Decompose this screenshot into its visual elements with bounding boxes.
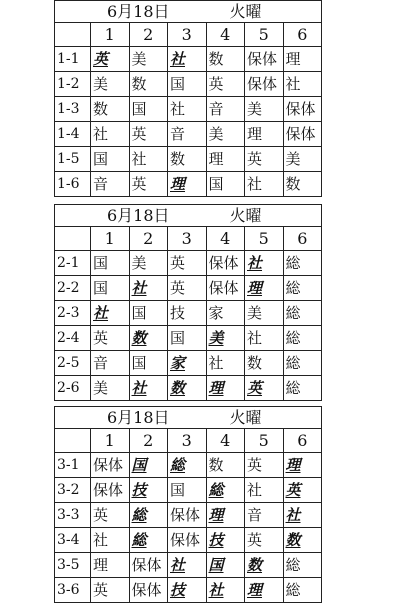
period-header-row xyxy=(55,23,322,47)
changed-subject-text: 総 xyxy=(131,530,147,549)
table-row xyxy=(55,453,322,478)
period-header-row xyxy=(55,227,322,251)
table-row xyxy=(55,478,322,503)
table-row xyxy=(55,276,322,301)
subject-cell xyxy=(168,326,207,351)
subject-cell xyxy=(283,301,322,326)
table-row xyxy=(55,578,322,603)
subject-cell xyxy=(168,528,207,553)
subject-cell xyxy=(91,351,130,376)
subject-cell xyxy=(91,97,130,122)
subject-cell xyxy=(91,47,130,72)
subject-cell xyxy=(206,376,245,401)
subject-text: 総 xyxy=(285,328,301,347)
table-row xyxy=(55,301,322,326)
class-label: 1-5 xyxy=(55,147,91,172)
subject-cell xyxy=(168,47,207,72)
subject-text: 音 xyxy=(170,124,186,143)
subject-text: 総 xyxy=(285,378,301,397)
subject-text: 国 xyxy=(131,353,147,372)
subject-cell xyxy=(129,351,168,376)
table-row xyxy=(55,503,322,528)
subject-text: 保体 xyxy=(208,253,239,272)
subject-text: 社 xyxy=(247,328,263,347)
period-header-row xyxy=(55,429,322,453)
date-label: 6月18日 xyxy=(107,407,170,427)
subject-cell xyxy=(206,453,245,478)
subject-cell xyxy=(283,122,322,147)
subject-cell xyxy=(283,503,322,528)
subject-cell xyxy=(129,376,168,401)
subject-cell xyxy=(168,172,207,197)
subject-text: 総 xyxy=(285,303,301,322)
subject-text: 保体 xyxy=(247,74,278,93)
subject-cell xyxy=(91,326,130,351)
class-label: 3-2 xyxy=(55,478,91,503)
subject-text: 国 xyxy=(93,253,109,272)
subject-text: 理 xyxy=(208,149,224,168)
period-header: 1 xyxy=(91,227,130,251)
changed-subject-text: 技 xyxy=(131,480,147,499)
subject-cell xyxy=(129,553,168,578)
subject-text: 社 xyxy=(131,149,147,168)
class-label: 2-2 xyxy=(55,276,91,301)
subject-cell xyxy=(206,326,245,351)
subject-text: 社 xyxy=(208,353,224,372)
subject-cell xyxy=(283,172,322,197)
subject-cell xyxy=(245,376,284,401)
table-row xyxy=(55,72,322,97)
subject-text: 理 xyxy=(285,49,301,68)
subject-cell xyxy=(245,453,284,478)
subject-text: 保体 xyxy=(93,480,124,499)
subject-text: 美 xyxy=(131,253,147,272)
subject-cell xyxy=(91,553,130,578)
subject-cell xyxy=(245,478,284,503)
period-header: 5 xyxy=(245,429,284,453)
period-header: 3 xyxy=(168,429,207,453)
changed-subject-text: 理 xyxy=(208,378,224,397)
subject-text: 英 xyxy=(93,580,109,599)
subject-cell xyxy=(168,251,207,276)
timetable-grade-3 xyxy=(54,406,322,603)
subject-cell xyxy=(283,553,322,578)
changed-subject-text: 総 xyxy=(208,480,224,499)
subject-text: 美 xyxy=(247,303,263,322)
subject-cell xyxy=(206,553,245,578)
subject-cell xyxy=(129,47,168,72)
date-label: 6月18日 xyxy=(107,1,170,21)
changed-subject-text: 社 xyxy=(93,303,109,322)
subject-text: 社 xyxy=(170,99,186,118)
subject-text: 社 xyxy=(247,174,263,193)
table-row xyxy=(55,97,322,122)
changed-subject-text: 数 xyxy=(247,555,263,574)
subject-text: 英 xyxy=(93,505,109,524)
period-header: 2 xyxy=(129,429,168,453)
subject-text: 美 xyxy=(208,124,224,143)
class-label: 2-5 xyxy=(55,351,91,376)
subject-cell xyxy=(168,578,207,603)
table-row xyxy=(55,251,322,276)
changed-subject-text: 社 xyxy=(131,378,147,397)
subject-cell xyxy=(206,478,245,503)
subject-text: 数 xyxy=(285,174,301,193)
subject-cell xyxy=(206,147,245,172)
subject-cell xyxy=(91,276,130,301)
subject-cell xyxy=(129,528,168,553)
changed-subject-text: 総 xyxy=(170,455,186,474)
subject-text: 美 xyxy=(285,149,301,168)
date-header xyxy=(55,205,322,227)
subject-text: 英 xyxy=(170,278,186,297)
subject-cell xyxy=(283,72,322,97)
subject-text: 美 xyxy=(93,74,109,93)
subject-text: 国 xyxy=(170,480,186,499)
weekday-label: 火曜 xyxy=(229,205,262,225)
subject-cell xyxy=(91,376,130,401)
table-row xyxy=(55,553,322,578)
subject-text: 数 xyxy=(131,74,147,93)
changed-subject-text: 社 xyxy=(208,580,224,599)
period-header: 4 xyxy=(206,429,245,453)
corner-cell xyxy=(55,23,91,47)
subject-text: 数 xyxy=(93,99,109,118)
subject-cell xyxy=(206,251,245,276)
subject-cell xyxy=(245,172,284,197)
class-label: 3-4 xyxy=(55,528,91,553)
table-row xyxy=(55,376,322,401)
subject-text: 社 xyxy=(285,74,301,93)
subject-text: 数 xyxy=(170,149,186,168)
changed-subject-text: 社 xyxy=(131,278,147,297)
subject-cell xyxy=(91,528,130,553)
class-label: 2-1 xyxy=(55,251,91,276)
subject-text: 音 xyxy=(208,99,224,118)
table-row xyxy=(55,326,322,351)
subject-text: 家 xyxy=(208,303,224,322)
weekday-label: 火曜 xyxy=(229,407,262,427)
subject-text: 保体 xyxy=(170,505,201,524)
subject-text: 英 xyxy=(247,530,263,549)
subject-cell xyxy=(283,276,322,301)
changed-subject-text: 理 xyxy=(247,580,263,599)
class-label: 1-6 xyxy=(55,172,91,197)
subject-cell xyxy=(283,578,322,603)
subject-text: 国 xyxy=(93,278,109,297)
period-header: 6 xyxy=(283,429,322,453)
subject-cell xyxy=(168,478,207,503)
subject-cell xyxy=(91,122,130,147)
subject-text: 総 xyxy=(285,253,301,272)
subject-cell xyxy=(168,276,207,301)
subject-cell xyxy=(245,97,284,122)
subject-text: 美 xyxy=(93,378,109,397)
table-row xyxy=(55,172,322,197)
subject-cell xyxy=(168,122,207,147)
subject-cell xyxy=(91,453,130,478)
timetable-grade-1 xyxy=(54,0,322,197)
subject-cell xyxy=(168,301,207,326)
subject-cell xyxy=(245,122,284,147)
subject-cell xyxy=(206,301,245,326)
subject-text: 保体 xyxy=(208,278,239,297)
subject-cell xyxy=(206,122,245,147)
title-row xyxy=(55,1,322,23)
subject-text: 美 xyxy=(247,99,263,118)
corner-cell xyxy=(55,429,91,453)
changed-subject-text: 英 xyxy=(93,49,109,68)
subject-cell xyxy=(206,97,245,122)
table-row xyxy=(55,147,322,172)
table-row xyxy=(55,528,322,553)
subject-cell xyxy=(245,503,284,528)
subject-text: 国 xyxy=(208,174,224,193)
subject-text: 総 xyxy=(285,555,301,574)
subject-text: 理 xyxy=(247,124,263,143)
subject-cell xyxy=(129,251,168,276)
subject-text: 国 xyxy=(170,328,186,347)
subject-text: 技 xyxy=(170,303,186,322)
subject-text: 英 xyxy=(247,149,263,168)
subject-cell xyxy=(245,351,284,376)
subject-cell xyxy=(129,122,168,147)
period-header: 2 xyxy=(129,227,168,251)
subject-text: 英 xyxy=(247,455,263,474)
subject-text: 数 xyxy=(208,49,224,68)
subject-cell xyxy=(245,47,284,72)
subject-cell xyxy=(91,301,130,326)
subject-cell xyxy=(206,172,245,197)
class-label: 3-6 xyxy=(55,578,91,603)
subject-text: 国 xyxy=(170,74,186,93)
changed-subject-text: 社 xyxy=(170,49,186,68)
subject-cell xyxy=(129,276,168,301)
subject-cell xyxy=(206,276,245,301)
subject-text: 総 xyxy=(285,278,301,297)
subject-cell xyxy=(206,528,245,553)
subject-text: 音 xyxy=(93,353,109,372)
class-label: 1-3 xyxy=(55,97,91,122)
period-header: 6 xyxy=(283,227,322,251)
subject-cell xyxy=(206,578,245,603)
subject-text: 保体 xyxy=(285,124,316,143)
class-label: 3-1 xyxy=(55,453,91,478)
changed-subject-text: 総 xyxy=(131,505,147,524)
period-header: 3 xyxy=(168,227,207,251)
subject-text: 総 xyxy=(285,580,301,599)
subject-text: 国 xyxy=(93,149,109,168)
subject-cell xyxy=(168,97,207,122)
subject-cell xyxy=(283,326,322,351)
period-header: 5 xyxy=(245,23,284,47)
subject-text: 英 xyxy=(170,253,186,272)
subject-cell xyxy=(129,478,168,503)
subject-text: 社 xyxy=(247,480,263,499)
changed-subject-text: 理 xyxy=(208,505,224,524)
subject-text: 保体 xyxy=(170,530,201,549)
subject-cell xyxy=(168,503,207,528)
class-label: 2-6 xyxy=(55,376,91,401)
subject-text: 社 xyxy=(93,124,109,143)
subject-text: 社 xyxy=(93,530,109,549)
period-header: 1 xyxy=(91,429,130,453)
subject-text: 総 xyxy=(285,353,301,372)
class-label: 3-5 xyxy=(55,553,91,578)
subject-text: 保体 xyxy=(285,99,316,118)
changed-subject-text: 美 xyxy=(208,328,224,347)
title-row xyxy=(55,205,322,227)
changed-subject-text: 理 xyxy=(170,174,186,193)
changed-subject-text: 技 xyxy=(208,530,224,549)
weekday-label: 火曜 xyxy=(229,1,262,21)
subject-cell xyxy=(245,276,284,301)
changed-subject-text: 技 xyxy=(170,580,186,599)
changed-subject-text: 理 xyxy=(285,455,301,474)
subject-cell xyxy=(129,453,168,478)
changed-subject-text: 国 xyxy=(208,555,224,574)
subject-cell xyxy=(283,251,322,276)
date-header xyxy=(55,1,322,23)
subject-cell xyxy=(129,578,168,603)
period-header: 1 xyxy=(91,23,130,47)
class-label: 3-3 xyxy=(55,503,91,528)
subject-cell xyxy=(129,503,168,528)
changed-subject-text: 社 xyxy=(247,253,263,272)
subject-cell xyxy=(91,503,130,528)
subject-text: 理 xyxy=(93,555,109,574)
subject-text: 国 xyxy=(131,303,147,322)
subject-cell xyxy=(283,528,322,553)
subject-cell xyxy=(283,147,322,172)
table-row xyxy=(55,47,322,72)
subject-cell xyxy=(168,72,207,97)
subject-cell xyxy=(283,47,322,72)
corner-cell xyxy=(55,227,91,251)
changed-subject-text: 英 xyxy=(247,378,263,397)
timetable-grade-2 xyxy=(54,204,322,401)
title-row xyxy=(55,407,322,429)
subject-text: 英 xyxy=(131,174,147,193)
changed-subject-text: 英 xyxy=(285,480,301,499)
subject-text: 英 xyxy=(93,328,109,347)
subject-cell xyxy=(129,326,168,351)
subject-cell xyxy=(245,326,284,351)
changed-subject-text: 家 xyxy=(170,353,186,372)
subject-cell xyxy=(283,478,322,503)
subject-cell xyxy=(283,97,322,122)
subject-text: 音 xyxy=(247,505,263,524)
subject-text: 保体 xyxy=(131,555,162,574)
subject-cell xyxy=(206,72,245,97)
changed-subject-text: 数 xyxy=(131,328,147,347)
class-label: 1-2 xyxy=(55,72,91,97)
class-label: 1-1 xyxy=(55,47,91,72)
subject-cell xyxy=(283,453,322,478)
subject-text: 保体 xyxy=(247,49,278,68)
subject-text: 数 xyxy=(208,455,224,474)
subject-cell xyxy=(168,553,207,578)
subject-cell xyxy=(129,72,168,97)
subject-text: 音 xyxy=(93,174,109,193)
period-header: 4 xyxy=(206,23,245,47)
subject-cell xyxy=(245,578,284,603)
subject-cell xyxy=(129,301,168,326)
subject-cell xyxy=(245,301,284,326)
date-label: 6月18日 xyxy=(107,205,170,225)
period-header: 5 xyxy=(245,227,284,251)
subject-text: 美 xyxy=(131,49,147,68)
subject-cell xyxy=(283,376,322,401)
changed-subject-text: 国 xyxy=(131,455,147,474)
subject-cell xyxy=(91,172,130,197)
changed-subject-text: 社 xyxy=(170,555,186,574)
subject-text: 保体 xyxy=(93,455,124,474)
subject-cell xyxy=(168,147,207,172)
subject-cell xyxy=(245,72,284,97)
period-header: 4 xyxy=(206,227,245,251)
subject-cell xyxy=(129,172,168,197)
subject-cell xyxy=(91,478,130,503)
subject-cell xyxy=(91,147,130,172)
period-header: 6 xyxy=(283,23,322,47)
changed-subject-text: 理 xyxy=(247,278,263,297)
class-label: 2-3 xyxy=(55,301,91,326)
changed-subject-text: 数 xyxy=(170,378,186,397)
changed-subject-text: 社 xyxy=(285,505,301,524)
subject-cell xyxy=(245,528,284,553)
subject-cell xyxy=(91,72,130,97)
subject-cell xyxy=(245,553,284,578)
subject-text: 英 xyxy=(208,74,224,93)
subject-cell xyxy=(168,453,207,478)
subject-cell xyxy=(206,503,245,528)
class-label: 2-4 xyxy=(55,326,91,351)
subject-cell xyxy=(129,97,168,122)
subject-cell xyxy=(91,578,130,603)
subject-cell xyxy=(245,147,284,172)
subject-cell xyxy=(245,251,284,276)
subject-text: 国 xyxy=(131,99,147,118)
table-row xyxy=(55,122,322,147)
subject-cell xyxy=(129,147,168,172)
subject-cell xyxy=(206,351,245,376)
subject-cell xyxy=(91,251,130,276)
subject-cell xyxy=(168,351,207,376)
subject-text: 数 xyxy=(247,353,263,372)
class-label: 1-4 xyxy=(55,122,91,147)
table-row xyxy=(55,351,322,376)
subject-cell xyxy=(283,351,322,376)
subject-cell xyxy=(168,376,207,401)
subject-cell xyxy=(206,47,245,72)
subject-text: 保体 xyxy=(131,580,162,599)
changed-subject-text: 数 xyxy=(285,530,301,549)
period-header: 2 xyxy=(129,23,168,47)
date-header xyxy=(55,407,322,429)
period-header: 3 xyxy=(168,23,207,47)
subject-text: 英 xyxy=(131,124,147,143)
